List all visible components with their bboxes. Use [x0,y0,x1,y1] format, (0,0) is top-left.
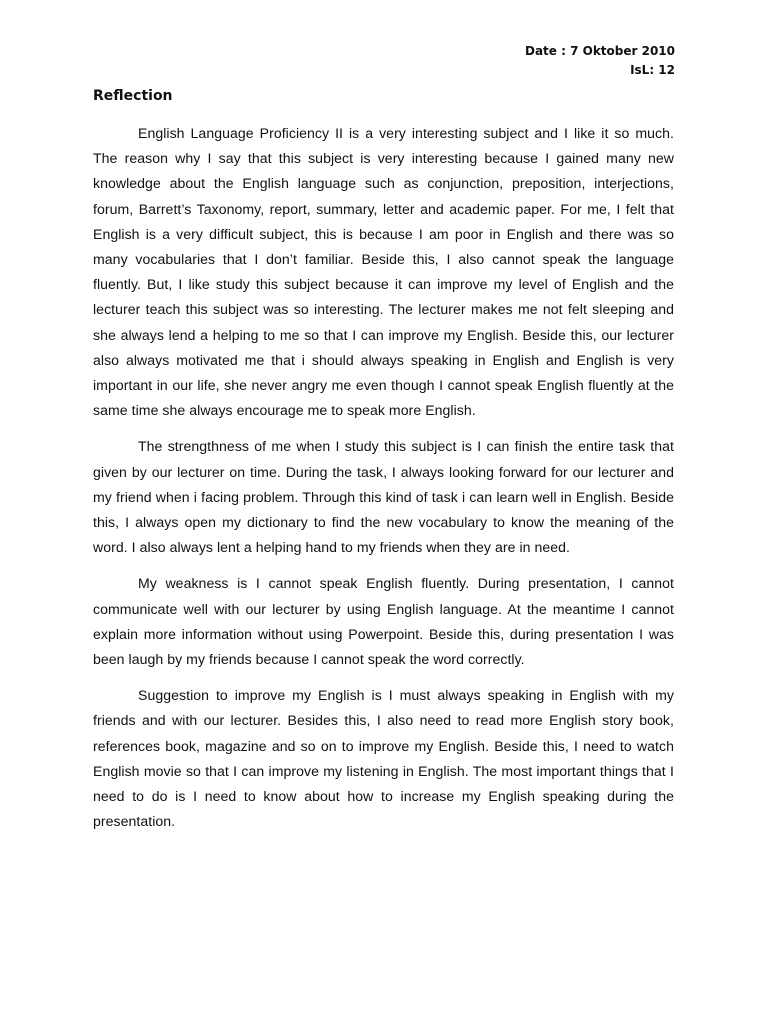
page-title: Reflection [93,88,173,104]
paragraph-strengths: The strengthness of me when I study this subject is I can finish the entire task that given by our lecturer on time. During the task, I always looking forward for our lecturer and my friend when i facing problem. Through this kind of task i can learn well in English. Beside this, I always open my dictionary to find the new vocabulary to know the meaning of the word. I also always lent a helping hand to my friends when they are in need. [93,438,674,556]
paragraph-weaknesses: My weakness is I cannot speak English fluently. During presentation, I cannot communicate well with our lecturer by using English language. At the meantime I cannot explain more information without using Powerpoint. Beside this, during presentation I was been laugh by my friends because I cannot speak the word correctly. [93,575,674,668]
document-header [525,42,675,80]
paragraph-course-reflection: English Language Proficiency II is a very interesting subject and I like it so much. The reason why I say that this subject is very interesting because I gained many new knowledge about the English language such as conjunction, preposition, interjections, forum, Barrett’s Taxonomy, report, summary, letter and academic paper. For me, I felt that English is a very difficult subject, this is because I am poor in English and there was so many vocabularies that I don’t familiar. Beside this, I also cannot speak the language fluently. But, I like study this subject because it can improve my level of English and the lecturer teach this subject was so interesting. The lecturer makes me not felt sleeping and she always lend a helping to me so that I can improve my English. Beside this, our lecturer also always motivated me that i should always speaking in English and English is very important in our life, she never angry me even though I cannot speak English fluently at the same time she always encourage me to speak more English. [93,125,674,419]
date-line: Date : 7 Oktober 2010 [525,44,675,58]
isl-line: IsL: 12 [630,63,675,77]
paragraph-suggestions: Suggestion to improve my English is I must always speaking in English with my friends and with our lecturer. Besides this, I also need to read more English story book, references book, magazine and so on to improve my English. Beside this, I need to watch English movie so that I can improve my listening in English. The most important things that I need to do is I need to know about how to increase my English speaking during the presentation. [93,687,674,830]
document-body [93,121,674,845]
